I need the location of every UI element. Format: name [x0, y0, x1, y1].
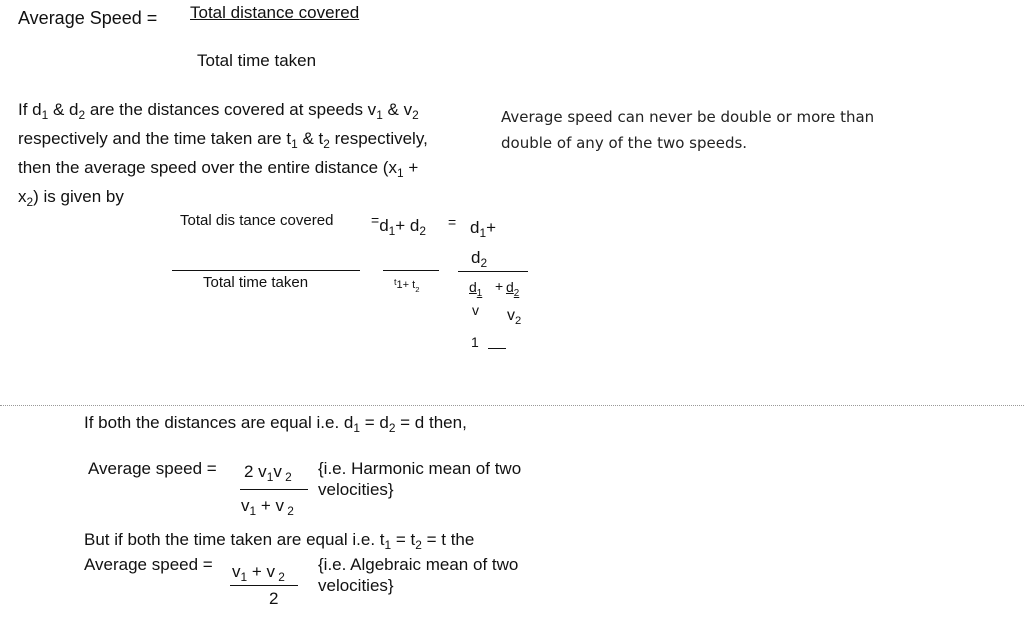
harmonic-numerator: 2 $v_1v$ $_2$ [244, 462, 292, 484]
deriv-right-numerator: $d_1+$ [470, 218, 497, 240]
deriv-right-numerator-d2: $d_2$ [471, 248, 488, 270]
equal-time-line: But if both the time taken are equal i.e. $t_1 = t_2 = t$ the [84, 530, 475, 552]
deriv-fraction-bar-2 [383, 270, 439, 271]
deriv-mid-denominator: $^t1+ t_2$ [394, 277, 420, 294]
deriv-stray-one: 1 [471, 334, 479, 350]
deriv-sub-frac-1-num: $d_1$ [469, 279, 483, 299]
deriv-sub-plus: + [495, 278, 504, 294]
deriv-fraction-bar-1 [172, 270, 360, 271]
note-line-2: double of any of the two speeds. [501, 134, 748, 152]
para-line-2: respectively and the time taken are $t_1$ & $t_2$ respectively, [18, 129, 428, 151]
deriv-numerator: Total dis tance covered [180, 212, 334, 229]
deriv-denominator: Total time taken [203, 274, 309, 291]
harmonic-desc-1: {i.e. Harmonic mean of two [318, 459, 522, 478]
algebraic-label: Average speed = [84, 555, 213, 574]
harmonic-denominator: $v_1 + v$ $_2$ [241, 496, 294, 518]
avg-speed-label: Average Speed = [18, 8, 158, 28]
deriv-eq-sign-2: = [448, 214, 457, 230]
para-line-4: $x_2$) is given by [18, 187, 124, 209]
algebraic-denominator: 2 [269, 589, 279, 608]
algebraic-fraction-bar [230, 585, 298, 586]
formula-numerator: Total distance covered [190, 3, 360, 22]
deriv-sub-frac-1-den: v [472, 302, 479, 318]
deriv-stray-bar [488, 348, 506, 349]
deriv-fraction-bar-3 [458, 271, 528, 272]
deriv-sub-frac-2-den: $v_2$ [507, 307, 522, 327]
harmonic-desc-2: velocities} [318, 480, 394, 499]
para-line-1: If $d_1$ & $d_2$ are the distances covered at speeds $v_1$ & $v_2$ [18, 100, 419, 122]
algebraic-numerator: $v_1 + v$ $_2$ [232, 562, 285, 584]
section-divider [0, 405, 1024, 406]
equal-distance-line: If both the distances are equal i.e. $d_1 = d_2 = d$ then, [84, 413, 467, 435]
harmonic-fraction-bar [240, 489, 308, 490]
formula-denominator: Total time taken [197, 51, 317, 70]
harmonic-label: Average speed = [88, 459, 217, 478]
deriv-sub-frac-2-num: $d_2$ [506, 279, 520, 299]
algebraic-desc-1: {i.e. Algebraic mean of two [318, 555, 519, 574]
deriv-mid-numerator: $^=d_1+ d_2$ [371, 212, 427, 238]
note-line-1: Average speed can never be double or more than [501, 108, 875, 126]
algebraic-desc-2: velocities} [318, 576, 394, 595]
para-line-3: then the average speed over the entire distance ($x_1$ + [18, 158, 419, 180]
